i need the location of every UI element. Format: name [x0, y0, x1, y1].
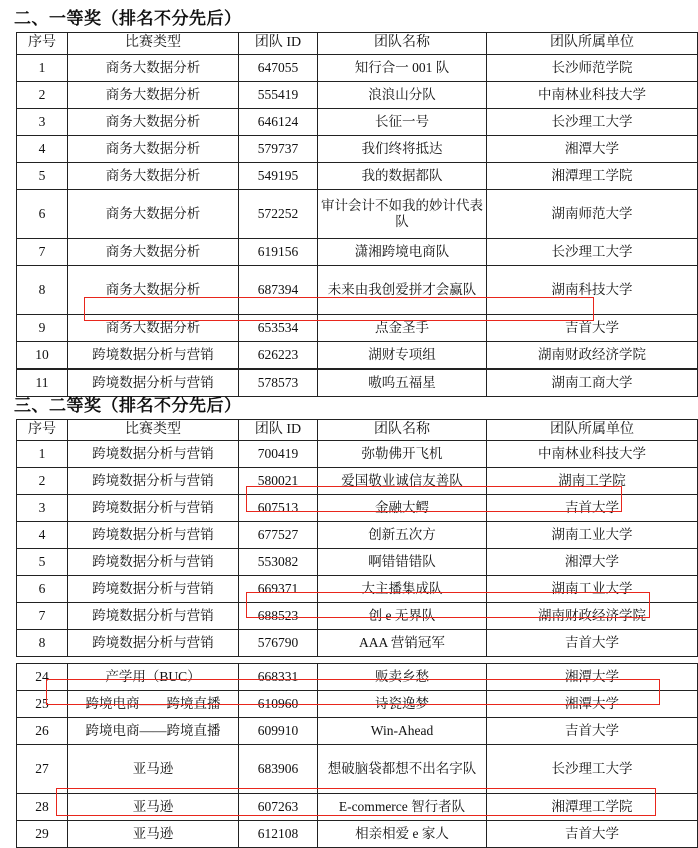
cell-institution: 长沙理工大学: [487, 745, 698, 794]
cell-team-name: 未来由我创爱拼才会赢队: [318, 265, 487, 314]
cell-index: 4: [17, 135, 68, 162]
cell-institution: 湘潭大学: [487, 135, 698, 162]
header-team-name: 团队名称: [318, 419, 487, 441]
cell-category: 亚马逊: [68, 794, 239, 821]
cell-team-id: 677527: [239, 522, 318, 549]
cell-index: 29: [17, 821, 68, 848]
cell-index: 8: [17, 630, 68, 657]
cell-index: 10: [17, 341, 68, 368]
cell-category: 跨境数据分析与营销: [68, 441, 239, 468]
table-row: [17, 238, 698, 265]
cell-institution: 湘潭大学: [487, 691, 698, 718]
cell-institution: 中南林业科技大学: [487, 441, 698, 468]
cell-index: 1: [17, 441, 68, 468]
table-row: [17, 549, 698, 576]
cell-team-name: 诗瓷逸梦: [318, 691, 487, 718]
cell-team-name: 创新五次方: [318, 522, 487, 549]
cell-institution: 长沙理工大学: [487, 238, 698, 265]
cell-team-name: 长征一号: [318, 108, 487, 135]
cell-index: 8: [17, 265, 68, 314]
section-title-second-prize: 三、二等奖（排名不分先后）: [14, 395, 242, 415]
cell-institution: 湖南科技大学: [487, 265, 698, 314]
cell-category: 跨境电商——跨境直播: [68, 691, 239, 718]
cell-index: 6: [17, 189, 68, 238]
cell-institution: 长沙师范学院: [487, 54, 698, 81]
cell-category: 产学用（BUC）: [68, 664, 239, 691]
cell-team-name: AAA 营销冠军: [318, 630, 487, 657]
cell-category: 跨境电商——跨境直播: [68, 718, 239, 745]
cell-index: 28: [17, 794, 68, 821]
table-row: [17, 108, 698, 135]
cell-index: 26: [17, 718, 68, 745]
cell-team-name: 知行合一 001 队: [318, 54, 487, 81]
cell-index: 1: [17, 54, 68, 81]
cell-category: 跨境数据分析与营销: [68, 549, 239, 576]
cell-team-name: 嗷呜五福星: [318, 369, 487, 396]
cell-category: 商务大数据分析: [68, 314, 239, 341]
cell-institution: 湖南工学院: [487, 468, 698, 495]
cell-team-id: 607513: [239, 495, 318, 522]
table-row-highlighted: [17, 821, 698, 848]
cell-institution: 吉首大学: [487, 630, 698, 657]
table-row: [17, 468, 698, 495]
cell-index: 2: [17, 468, 68, 495]
cell-index: 4: [17, 522, 68, 549]
cell-institution: 湘潭大学: [487, 549, 698, 576]
header-team-id: 团队 ID: [239, 419, 318, 441]
cell-team-name: 点金圣手: [318, 314, 487, 341]
cell-index: 25: [17, 691, 68, 718]
cell-team-name: 浪浪山分队: [318, 81, 487, 108]
cell-index: 27: [17, 745, 68, 794]
table-row: [17, 54, 698, 81]
cell-team-name: 大主播集成队: [318, 576, 487, 603]
table-row: [17, 745, 698, 794]
cell-team-id: 609910: [239, 718, 318, 745]
table-row: [17, 162, 698, 189]
cell-team-name: 啊错错错队: [318, 549, 487, 576]
cell-team-id: 607263: [239, 794, 318, 821]
cell-institution: 湖南师范大学: [487, 189, 698, 238]
cell-institution: 吉首大学: [487, 495, 698, 522]
table-header-row: [17, 33, 698, 55]
cell-category: 跨境数据分析与营销: [68, 369, 239, 396]
cell-index: 7: [17, 603, 68, 630]
cell-team-id: 549195: [239, 162, 318, 189]
cell-team-name: 爱国敬业诚信友善队: [318, 468, 487, 495]
cell-institution: 湖南财政经济学院: [487, 603, 698, 630]
cell-index: 3: [17, 495, 68, 522]
cell-team-id: 653534: [239, 314, 318, 341]
cell-team-id: 612108: [239, 821, 318, 848]
cell-institution: 中南林业科技大学: [487, 81, 698, 108]
cell-institution: 湖南工商大学: [487, 369, 698, 396]
cell-institution: 湘潭理工学院: [487, 794, 698, 821]
cell-team-id: 646124: [239, 108, 318, 135]
cell-team-id: 668331: [239, 664, 318, 691]
cell-institution: 湘潭大学: [487, 664, 698, 691]
cell-institution: 湘潭理工学院: [487, 162, 698, 189]
cell-team-id: 647055: [239, 54, 318, 81]
cell-index: 11: [17, 369, 68, 396]
table-row-highlighted: [17, 314, 698, 341]
cell-institution: 湖南工业大学: [487, 576, 698, 603]
second-prize-table: [16, 419, 698, 658]
table-row: [17, 603, 698, 630]
cell-team-id: 572252: [239, 189, 318, 238]
table-row: [17, 441, 698, 468]
cell-team-name: 想破脑袋都想不出名字队: [318, 745, 487, 794]
table-row: [17, 664, 698, 691]
table-row-highlighted: [17, 630, 698, 657]
cell-team-id: 683906: [239, 745, 318, 794]
cell-category: 跨境数据分析与营销: [68, 468, 239, 495]
header-team-name: 团队名称: [318, 33, 487, 55]
cell-category: 商务大数据分析: [68, 238, 239, 265]
cell-team-id: 700419: [239, 441, 318, 468]
cell-team-name: 审计会计不如我的妙计代表队: [318, 189, 487, 238]
cell-institution: 湖南工业大学: [487, 522, 698, 549]
header-index: 序号: [17, 33, 68, 55]
cell-institution: 吉首大学: [487, 718, 698, 745]
cell-team-id: 619156: [239, 238, 318, 265]
header-team-id: 团队 ID: [239, 33, 318, 55]
cell-team-name: E-commerce 智行者队: [318, 794, 487, 821]
header-category: 比赛类型: [68, 419, 239, 441]
cell-team-name: Win-Ahead: [318, 718, 487, 745]
cell-index: 5: [17, 162, 68, 189]
cell-index: 3: [17, 108, 68, 135]
header-institution: 团队所属单位: [487, 33, 698, 55]
cell-category: 跨境数据分析与营销: [68, 576, 239, 603]
cell-category: 商务大数据分析: [68, 54, 239, 81]
table-row: [17, 135, 698, 162]
cell-index: 9: [17, 314, 68, 341]
cell-team-id: 669371: [239, 576, 318, 603]
cell-team-id: 626223: [239, 341, 318, 368]
cell-institution: 湖南财政经济学院: [487, 341, 698, 368]
cell-team-id: 578573: [239, 369, 318, 396]
cell-index: 6: [17, 576, 68, 603]
cell-category: 跨境数据分析与营销: [68, 495, 239, 522]
table-row: [17, 189, 698, 238]
cell-team-id: 687394: [239, 265, 318, 314]
cell-category: 跨境数据分析与营销: [68, 341, 239, 368]
table-row: [17, 522, 698, 549]
section-title-first-prize: 二、一等奖（排名不分先后）: [14, 9, 242, 28]
cell-category: 商务大数据分析: [68, 189, 239, 238]
cell-team-name: 贩卖乡愁: [318, 664, 487, 691]
cell-team-id: 553082: [239, 549, 318, 576]
table-row: [17, 81, 698, 108]
table-row-highlighted: [17, 718, 698, 745]
table-header-row: [17, 419, 698, 441]
cell-team-id: 579737: [239, 135, 318, 162]
cell-category: 跨境数据分析与营销: [68, 522, 239, 549]
header-institution: 团队所属单位: [487, 419, 698, 441]
table-row: [17, 341, 698, 368]
cell-team-name: 潇湘跨境电商队: [318, 238, 487, 265]
table-row: [17, 265, 698, 314]
table-row: [17, 691, 698, 718]
cell-team-name: 我的数据都队: [318, 162, 487, 189]
cell-category: 商务大数据分析: [68, 135, 239, 162]
table-row: [17, 794, 698, 821]
cell-index: 2: [17, 81, 68, 108]
cell-institution: 吉首大学: [487, 314, 698, 341]
cell-team-name: 弥勒佛开飞机: [318, 441, 487, 468]
cell-team-name: 金融大鳄: [318, 495, 487, 522]
cell-institution: 吉首大学: [487, 821, 698, 848]
cell-team-name: 我们终将抵达: [318, 135, 487, 162]
first-prize-table: [16, 32, 698, 369]
cell-team-name: 创 e 无界队: [318, 603, 487, 630]
continuation-table: [16, 663, 698, 848]
clipped-table-row-region: [0, 369, 696, 390]
cell-category: 商务大数据分析: [68, 81, 239, 108]
cell-category: 商务大数据分析: [68, 265, 239, 314]
cell-team-id: 555419: [239, 81, 318, 108]
cell-team-id: 576790: [239, 630, 318, 657]
table-row-highlighted: [17, 495, 698, 522]
cell-category: 跨境数据分析与营销: [68, 630, 239, 657]
cell-category: 跨境数据分析与营销: [68, 603, 239, 630]
table-row: [17, 576, 698, 603]
header-category: 比赛类型: [68, 33, 239, 55]
cell-team-name: 湖财专项组: [318, 341, 487, 368]
cell-team-id: 580021: [239, 468, 318, 495]
cell-institution: 长沙理工大学: [487, 108, 698, 135]
header-index: 序号: [17, 419, 68, 441]
cell-category: 亚马逊: [68, 745, 239, 794]
cell-category: 商务大数据分析: [68, 162, 239, 189]
cell-category: 亚马逊: [68, 821, 239, 848]
cell-index: 24: [17, 664, 68, 691]
cell-category: 商务大数据分析: [68, 108, 239, 135]
cell-team-id: 688523: [239, 603, 318, 630]
cell-index: 5: [17, 549, 68, 576]
cell-index: 7: [17, 238, 68, 265]
cell-team-id: 610960: [239, 691, 318, 718]
document-page: [0, 4, 696, 842]
cell-team-name: 相亲相爱 e 家人: [318, 821, 487, 848]
